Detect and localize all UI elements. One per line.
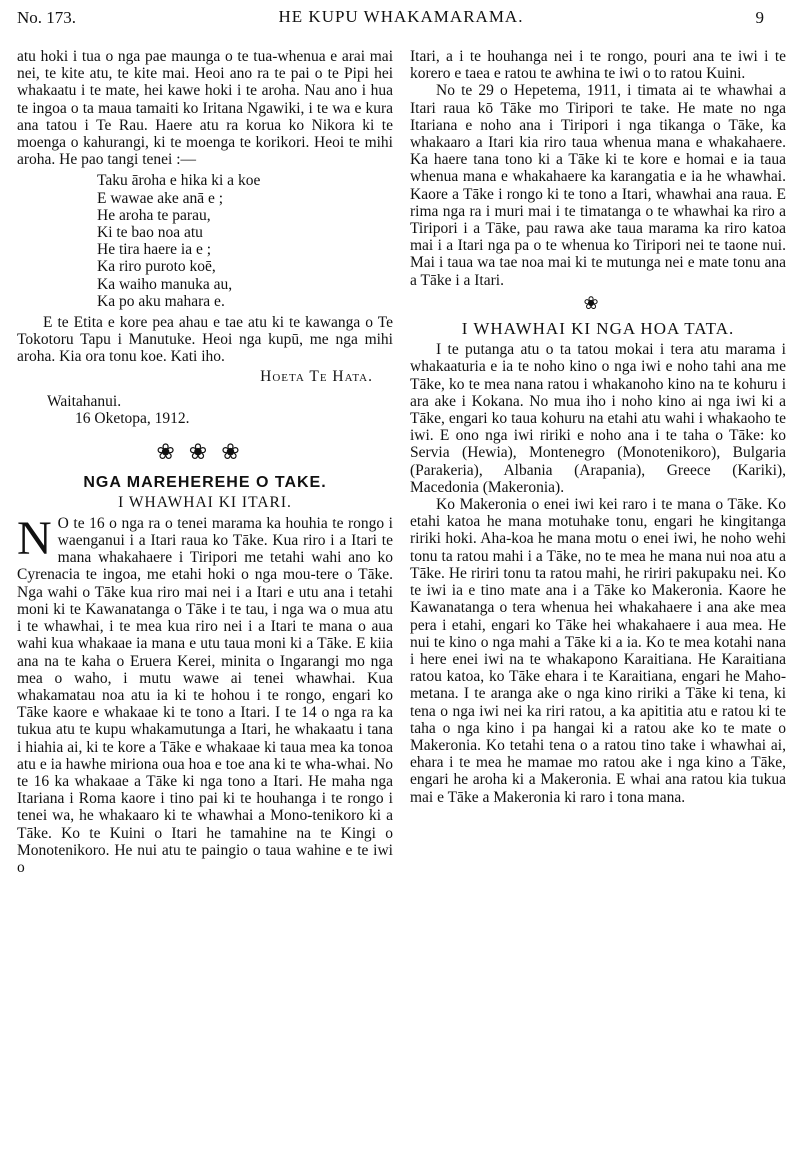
- poem-line: Ka waiho manuka au,: [97, 275, 233, 293]
- letter-place: Waitahanui.: [47, 392, 122, 410]
- signature: Hoeta Te Hata.: [260, 367, 373, 385]
- intro-paragraph: atu hoki i tua o nga pae maunga o te tua-whenua e arai mai nei, te kite atu, te kite mai. Heoi ano ra te pai o te Pipi hei whakaatu i te mate, hei kawe hoki i te aroha. Nau ano i hua te ingoa o ta maua tamaiti ko Iritana Ngawiki, i te wa e kura ana tatou i Te Rau. Haere atu ra korua ko Nikora ki te moenga o kahurangi, ki te moenga te korikori. Heoi te mihi aroha. He pao tangi tenei :—: [17, 48, 393, 169]
- continued-paragraph: Itari, a i te houhanga nei i te rongo, pouri ana te iwi i te korero e taea e ratou te awhina te iwi o to ratou Kuini.: [410, 48, 786, 83]
- poem-line: He aroha te parau,: [97, 206, 211, 224]
- poem-line: Ka riro puroto koē,: [97, 258, 216, 276]
- closing-paragraph: E te Etita e kore pea ahau e tae atu ki te kawanga o Te Tokotoru Tapu i Manutuke. Heoi nga kupū, me nga mihi aroha. Kia ora tonu koe. Kati iho.: [17, 314, 393, 366]
- article-title: NGA MAREHEREHE O TAKE.: [83, 474, 327, 492]
- macedonia-paragraph: Ko Makeronia o enei iwi kei raro i te mana o Tāke. Ko etahi katoa he mana motuhake tonu, engari he kingitanga ririki hoki. Aha-koa he mana motu o enei iwi, he noho wehi tonu ta ratou mahi i a Tāke, no te mea he mana nui noa atu a Tāke. He ririri tonu ta ratou mahi, he ririri pakupaku nei. Ko te iwi ia e tino mate ana i a Tāke ko Makeronia. Kaore he Kawanatanga o tera whenua hei whakahaere i ana ake mea pera i etahi, engari ko Tāke hei whakahaere i aua mea. He nui te kino o nga mahi a Tāke ki a ia. Ko te mea kotahi nana i here enei iwi na te whakapono Karaitiana. He Karaitiana ratou katoa, ko Tāke ehara i te Karaitiana, engari he Maho-metana. I te aranga ake o nga kino ririki a Tāke ki tena, ki tena o nga iwi nei ka riri ratou, a ka apititia atu e ratou ki te taha o nga kino i pa hangai ki a ratou ake ko te mate o Makeronia. Ko tetahi tena o a ratou tino take i whawhai ai, ehara i te mea he mamae mo ratou ake i nga kino a Tāke, engari he aroha ki a Makeronia. E whai ana ratou kia tukua mai e Tāke a Makeronia ki raro i tona mana.: [410, 496, 786, 806]
- article-body-text: O te 16 o nga ra o tenei marama ka houhia te rongo i waenganui i a Itari raua ko Tāke. Kua riro i a Itari te mana whakahaere i Tiripori me tetahi wahi ano ko Cyrenacia te ingoa, me etahi hoki o nga mou-tere o Tāke. Nga wahi o Tāke kua riro mai nei i a Itari e utu ana i tetahi moni ki te Kawanatanga o Tāke i te tau, i nga wa o mua atu i te whawhai, i te mea kua riro nei i a Itari te mana o aua wahi kua whakaae ia mana e utu taua moni ki a Tāke. E kiia ana na te kaha o Eruera Kerei, minita o Ingarangi mo nga mea o waho, i mutu wawe ai tenei whawhai. Kua whakamatau noa atu ia ki te hohou i te rongo, engari ko Tāke kaore e whakaae ki te tono a Itari. I te 14 o nga ra ka tukua atu te kupu whakamutunga a Itari, he whakaatu i tana i hiahia ai, ki te kore a Tāke e whakaae ki taua mea ka tonoa atu e ia hawhe miriona oua hoa e toe ana ki te wha-whai. No te 16 ka whakaae a Tāke ki nga tono a Itari. He maha nga Itariana i Roma kaore i tino pai ki te houhanga i te rongo i tenei wa, he whakaaro ki te whawhai a Mono-tenikoro ki a Tāke. Ko te Kuini o Itari he tamahine na te Kingi o Monotenikoro. He nui atu te paingio o taua wahine e te iwi o: [17, 514, 393, 876]
- issue-number: No. 173.: [17, 8, 77, 27]
- war-history-paragraph: No te 29 o Hepetema, 1911, i timata ai te whawhai a Itari raua kō Tāke mo Tiripori te take. He mate no nga Itariana e noho ana i Tiripori i nga tikanga o Tāke, ka whakaaro a Itari kia riro taua whenua mana e whakahaere. Ka haere tana tono ki a Tāke ki te kore e homai e ia taua whenua mana e whakahaere ka karangatia e ia he whawhai. Kaore a Tāke i rongo ki te tono a Itari, whawhai ana raua. E rima nga ra i muri mai i te timatanga o te whawhai ka riro a Tiripori i a Tāke, pau rawa ake taua marama ka riro katoa mai i a Itari nga pa o te whenua ko Tiripori nei te taone nui. Mai i taua wa tae noa mai ki te mutunga nei e mate tonu ana a Tāke i a Itari.: [410, 82, 786, 289]
- neighbours-paragraph: I te putanga atu o ta tatou mokai i tera atu marama i whakaaturia e ia te noho kino o nga iwi e noho tahi ana me Tāke, ko te mea nana ratou i whakanoho kino na te kohuru i ara ake i Kokana. No mua iho i noho kino ai nga iwi ki a Tāke, engari ko taua kohuru na etahi atu wahi i whakaoho te iwi. E ono nga iwi ririki e noho ana i te taha o Tāke: ko Servia (Hewia), Montenegro (Monotenikoro), Bulgaria (Parakeria), Albania (Arapania), Greece (Kariki), Macedonia (Makeronia).: [410, 341, 786, 496]
- flower-ornament-icon: ❀: [583, 292, 613, 313]
- article-body: [17, 511, 393, 876]
- poem-line: Ki te bao noa atu: [97, 224, 203, 242]
- letter-date: 16 Oketopa, 1912.: [75, 410, 190, 428]
- poem-line: E wawae ake anā e ;: [97, 189, 224, 207]
- running-header: [0, 6, 802, 30]
- poem-line: Taku āroha e hika ki a koe: [97, 172, 261, 190]
- article-title-neighbours: I WHAWHAI KI NGA HOA TATA.: [461, 319, 735, 339]
- left-column: [17, 48, 393, 876]
- right-column: [410, 48, 786, 806]
- poem-line: He tira haere ia e ;: [97, 241, 212, 259]
- drop-cap: N: [17, 511, 52, 565]
- running-title: HE KUPU WHAKAMARAMA.: [278, 7, 524, 26]
- poem-line: Ka po aku mahara e.: [97, 292, 225, 310]
- flower-ornament-icon: ❀❀❀: [156, 439, 254, 465]
- lament-poem: [97, 172, 393, 310]
- page-number: 9: [755, 8, 764, 27]
- article-subtitle: I WHAWHAI KI ITARI.: [118, 493, 292, 511]
